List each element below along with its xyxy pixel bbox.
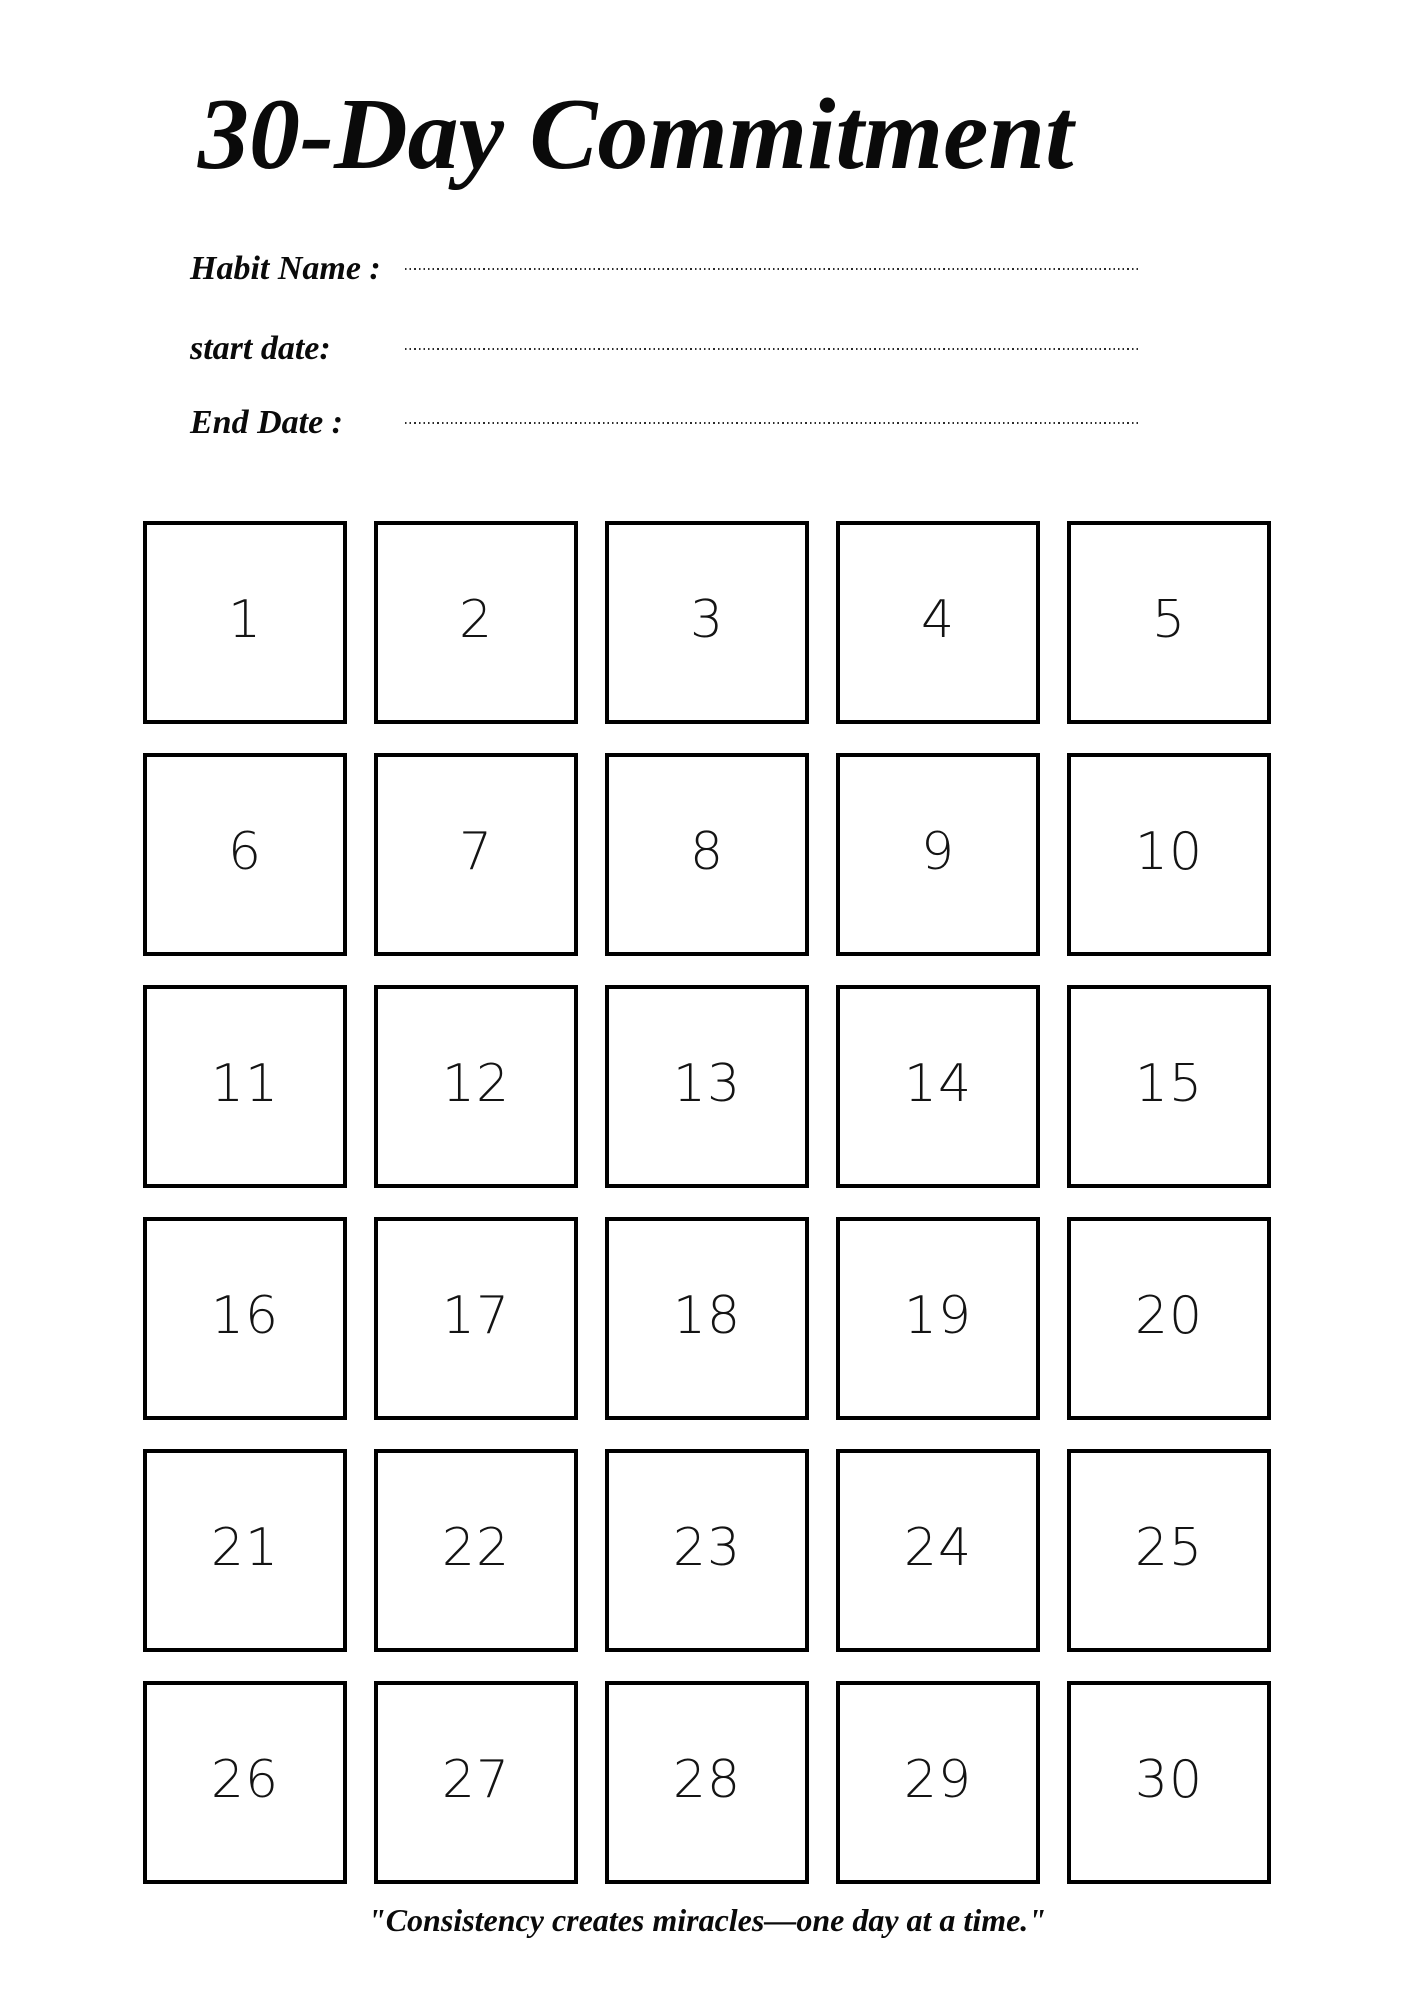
day-cell-1[interactable] bbox=[143, 521, 347, 724]
day-cell-2[interactable] bbox=[374, 521, 578, 724]
day-cell-12[interactable] bbox=[374, 985, 578, 1188]
day-cell-14[interactable] bbox=[836, 985, 1040, 1188]
day-cell-20[interactable] bbox=[1067, 1217, 1271, 1420]
day-cell-7[interactable] bbox=[374, 753, 578, 956]
day-number: 30 bbox=[1134, 1749, 1204, 1810]
end-date-label: End Date : bbox=[190, 404, 343, 441]
day-number: 29 bbox=[903, 1749, 973, 1810]
day-cell-19[interactable] bbox=[836, 1217, 1040, 1420]
start-date-label: start date: bbox=[190, 330, 331, 367]
day-number: 24 bbox=[903, 1517, 973, 1578]
day-number: 15 bbox=[1134, 1053, 1204, 1114]
day-number: 21 bbox=[210, 1517, 280, 1578]
day-number: 5 bbox=[1151, 589, 1187, 650]
habit-name-label: Habit Name : bbox=[190, 250, 381, 287]
day-cell-24[interactable] bbox=[836, 1449, 1040, 1652]
day-number: 19 bbox=[903, 1285, 973, 1346]
day-cell-9[interactable] bbox=[836, 753, 1040, 956]
day-number: 17 bbox=[441, 1285, 511, 1346]
page-title: 30-Day Commitment bbox=[198, 78, 1074, 191]
day-cell-27[interactable] bbox=[374, 1681, 578, 1884]
day-cell-13[interactable] bbox=[605, 985, 809, 1188]
day-number: 28 bbox=[672, 1749, 742, 1810]
day-cell-22[interactable] bbox=[374, 1449, 578, 1652]
day-number: 27 bbox=[441, 1749, 511, 1810]
day-number: 9 bbox=[920, 821, 956, 882]
day-cell-23[interactable] bbox=[605, 1449, 809, 1652]
habit-name-line[interactable] bbox=[405, 268, 1138, 270]
day-number: 22 bbox=[441, 1517, 511, 1578]
day-number: 12 bbox=[441, 1053, 511, 1114]
day-number: 20 bbox=[1134, 1285, 1204, 1346]
day-cell-25[interactable] bbox=[1067, 1449, 1271, 1652]
day-number: 1 bbox=[227, 589, 263, 650]
day-number: 6 bbox=[227, 821, 263, 882]
day-cell-30[interactable] bbox=[1067, 1681, 1271, 1884]
day-number: 13 bbox=[672, 1053, 742, 1114]
day-number: 25 bbox=[1134, 1517, 1204, 1578]
day-cell-5[interactable] bbox=[1067, 521, 1271, 724]
start-date-line[interactable] bbox=[405, 348, 1138, 350]
day-cell-29[interactable] bbox=[836, 1681, 1040, 1884]
day-number: 16 bbox=[210, 1285, 280, 1346]
day-number: 14 bbox=[903, 1053, 973, 1114]
day-cell-4[interactable] bbox=[836, 521, 1040, 724]
day-number: 3 bbox=[689, 589, 725, 650]
day-number: 8 bbox=[689, 821, 725, 882]
day-number: 7 bbox=[458, 821, 494, 882]
day-number: 11 bbox=[210, 1053, 280, 1114]
day-cell-3[interactable] bbox=[605, 521, 809, 724]
day-cell-28[interactable] bbox=[605, 1681, 809, 1884]
day-cell-11[interactable] bbox=[143, 985, 347, 1188]
footer-quote: "Consistency creates miracles—one day at a time." bbox=[367, 1902, 1047, 1938]
day-cell-26[interactable] bbox=[143, 1681, 347, 1884]
day-number: 18 bbox=[672, 1285, 742, 1346]
day-number: 23 bbox=[672, 1517, 742, 1578]
end-date-row bbox=[0, 406, 1414, 446]
end-date-line[interactable] bbox=[405, 422, 1138, 424]
day-number: 26 bbox=[210, 1749, 280, 1810]
day-number: 4 bbox=[920, 589, 956, 650]
day-cell-18[interactable] bbox=[605, 1217, 809, 1420]
day-cell-15[interactable] bbox=[1067, 985, 1271, 1188]
day-cell-6[interactable] bbox=[143, 753, 347, 956]
day-grid bbox=[143, 521, 1271, 1884]
habit-name-row bbox=[0, 252, 1414, 292]
start-date-row bbox=[0, 332, 1414, 372]
day-number: 10 bbox=[1134, 821, 1204, 882]
day-cell-16[interactable] bbox=[143, 1217, 347, 1420]
day-cell-17[interactable] bbox=[374, 1217, 578, 1420]
day-number: 2 bbox=[458, 589, 494, 650]
day-cell-21[interactable] bbox=[143, 1449, 347, 1652]
day-cell-10[interactable] bbox=[1067, 753, 1271, 956]
day-cell-8[interactable] bbox=[605, 753, 809, 956]
